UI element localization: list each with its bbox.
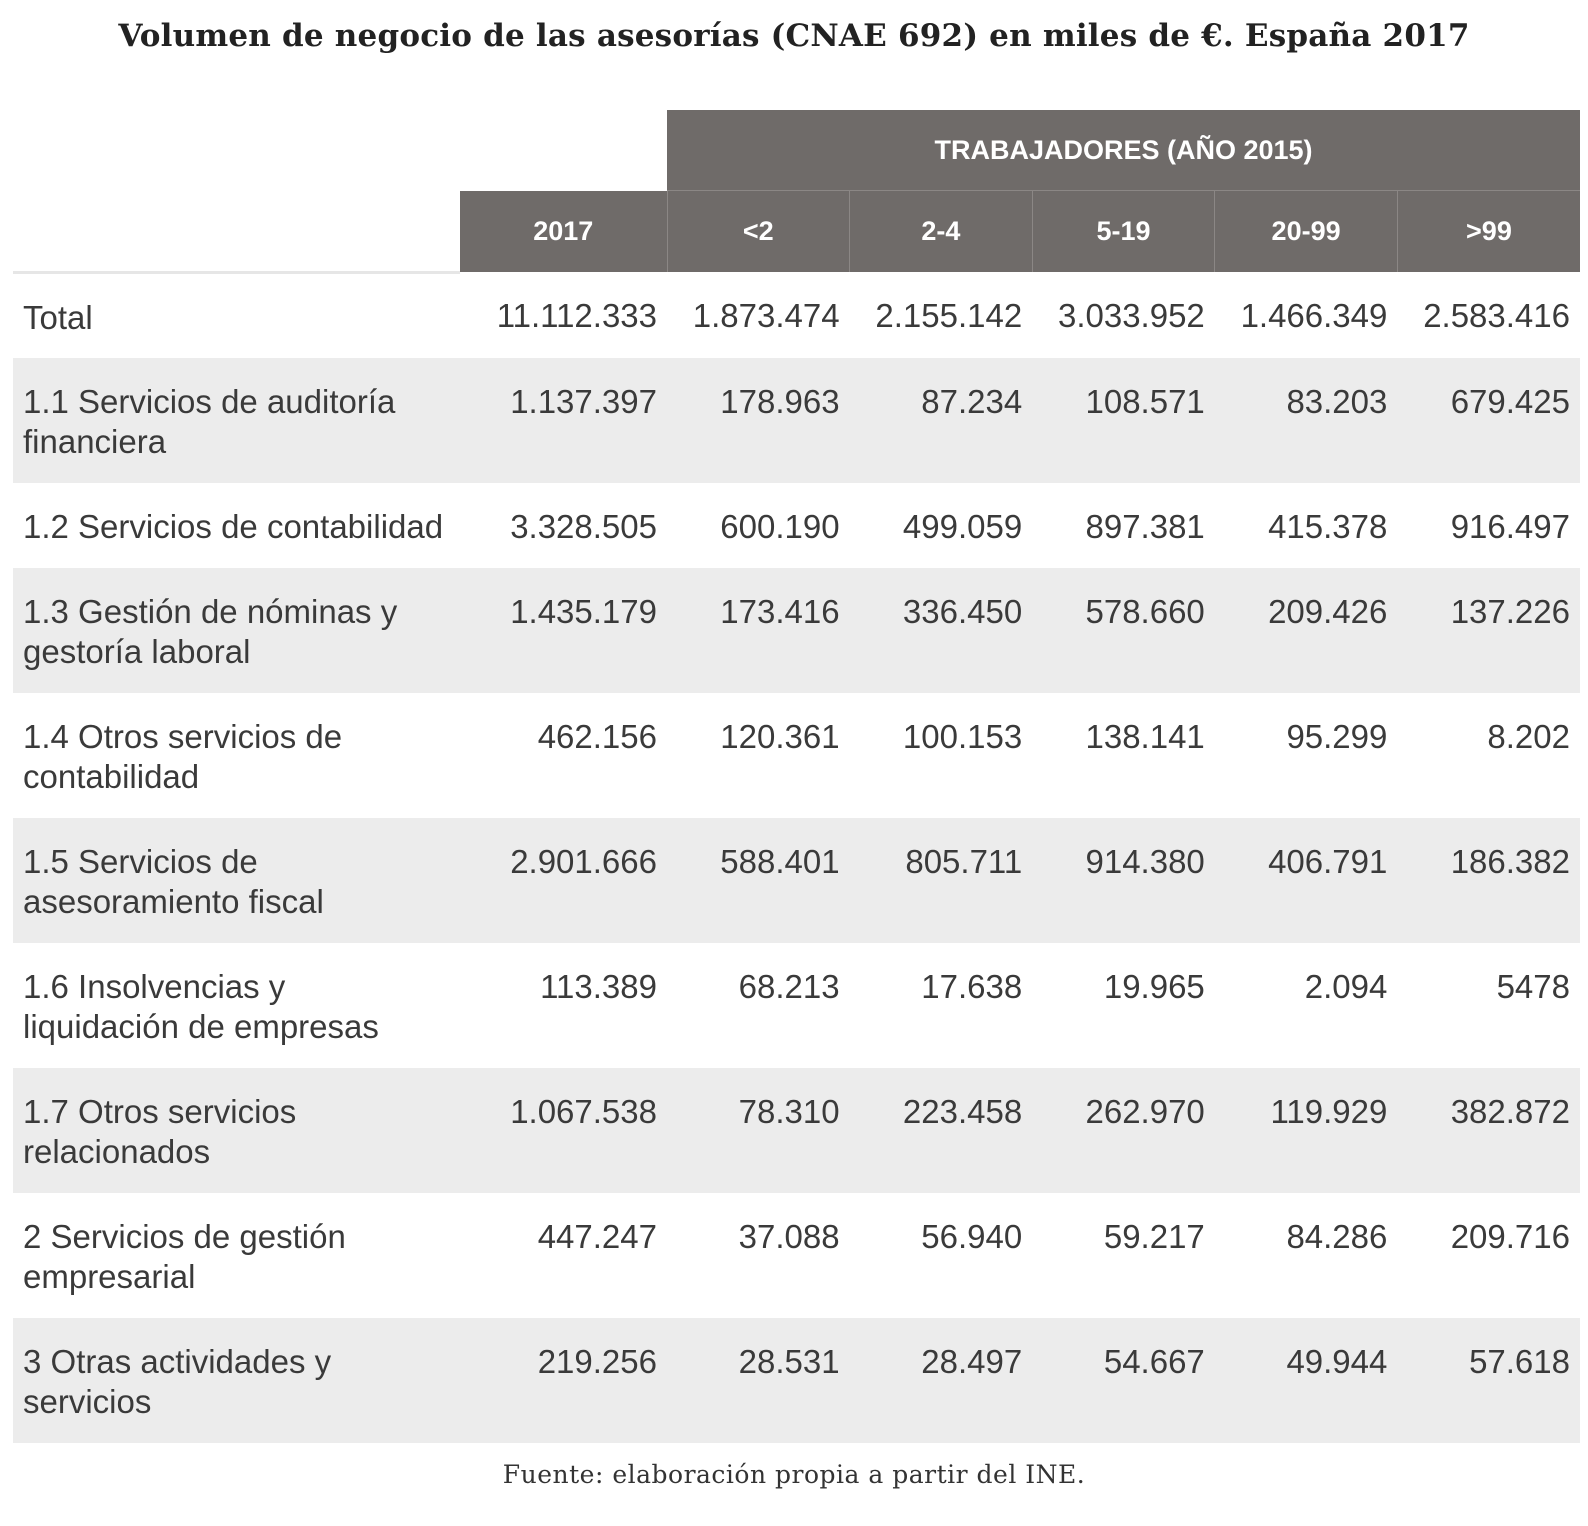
cell-value: 914.380	[1032, 818, 1215, 943]
column-header-lt2: <2	[667, 191, 850, 273]
data-table-container	[13, 110, 1580, 1443]
cell-value: 805.711	[850, 818, 1033, 943]
cell-value: 84.286	[1286, 1217, 1388, 1255]
cell-value: 447.247	[537, 1217, 657, 1255]
row-label: 1.6 Insolvencias y liquidación de empresas	[23, 967, 379, 1045]
cell-value: 17.638	[921, 967, 1023, 1005]
table-row	[13, 1068, 1580, 1193]
header-group-row	[13, 110, 1580, 191]
cell-value: 57.618	[1397, 1318, 1580, 1443]
cell-value: 462.156	[537, 717, 657, 755]
row-label: 1.4 Otros servicios de contabilidad	[23, 717, 343, 795]
cell-value: 209.426	[1215, 568, 1398, 693]
cell-value: 78.310	[667, 1068, 850, 1193]
cell-value: 1.435.179	[460, 568, 667, 693]
table-row	[13, 483, 1580, 568]
cell-value: 219.256	[460, 1318, 667, 1443]
table-row	[13, 568, 1580, 693]
row-label: 1.1 Servicios de auditoría financiera	[13, 358, 460, 483]
column-header-2017: 2017	[460, 191, 667, 273]
cell-value: 120.361	[720, 717, 840, 755]
cell-value: 1.466.349	[1240, 297, 1388, 334]
cell-value: 3.033.952	[1057, 297, 1205, 334]
cell-value: 137.226	[1397, 568, 1580, 693]
table-row	[13, 1193, 1580, 1318]
table-row-total	[13, 272, 1580, 358]
cell-value: 8.202	[1487, 717, 1570, 755]
cell-value: 28.497	[850, 1318, 1033, 1443]
cell-value: 262.970	[1032, 1068, 1215, 1193]
cell-value: 2.901.666	[460, 818, 667, 943]
cell-value: 600.190	[720, 507, 840, 545]
cell-value: 138.141	[1085, 717, 1205, 755]
table-title: Volumen de negocio de las asesorías (CNAE 692) en miles de €. España 2017	[118, 18, 1470, 54]
cell-value: 178.963	[667, 358, 850, 483]
cell-value: 1.873.474	[692, 297, 840, 334]
table-row	[13, 818, 1580, 943]
cell-value: 108.571	[1032, 358, 1215, 483]
cell-value: 2.094	[1304, 967, 1388, 1005]
row-label: 3 Otras actividades y servicios	[13, 1318, 460, 1443]
cell-value: 186.382	[1397, 818, 1580, 943]
cell-value: 897.381	[1085, 507, 1205, 545]
column-header-gt99: >99	[1397, 191, 1580, 273]
cell-value: 87.234	[850, 358, 1033, 483]
header-columns-row	[13, 191, 1580, 273]
cell-value: 68.213	[738, 967, 840, 1005]
cell-value: 679.425	[1397, 358, 1580, 483]
cell-value: 19.965	[1103, 967, 1205, 1005]
cell-value: 2.583.416	[1423, 297, 1570, 334]
cell-value: 2.155.142	[875, 297, 1023, 334]
table-row	[13, 943, 1580, 1068]
column-header-2-4: 2-4	[850, 191, 1033, 273]
cell-value: 223.458	[850, 1068, 1033, 1193]
cell-value: 59.217	[1103, 1217, 1205, 1255]
cell-value: 49.944	[1215, 1318, 1398, 1443]
cell-value: 119.929	[1215, 1068, 1398, 1193]
cell-value: 11.112.333	[496, 297, 657, 334]
header-blank-cell	[13, 110, 667, 191]
business-volume-table	[13, 110, 1580, 1443]
table-row	[13, 693, 1580, 818]
cell-value: 100.153	[902, 717, 1023, 755]
cell-value: 5478	[1496, 967, 1570, 1005]
cell-value: 336.450	[850, 568, 1033, 693]
cell-value: 113.389	[540, 967, 657, 1005]
cell-value: 499.059	[902, 507, 1023, 545]
cell-value: 37.088	[738, 1217, 840, 1255]
cell-value: 578.660	[1032, 568, 1215, 693]
cell-value: 54.667	[1032, 1318, 1215, 1443]
workers-group-header: TRABAJADORES (AÑO 2015)	[667, 110, 1580, 191]
cell-value: 382.872	[1397, 1068, 1580, 1193]
row-label: 1.3 Gestión de nóminas y gestoría laboral	[13, 568, 460, 693]
row-label: 1.7 Otros servicios relacionados	[13, 1068, 460, 1193]
column-header-20-99: 20-99	[1215, 191, 1398, 273]
source-note: Fuente: elaboración propia a partir del INE.	[502, 1460, 1086, 1489]
row-label: 1.5 Servicios de asesoramiento fiscal	[13, 818, 460, 943]
row-label: 1.2 Servicios de contabilidad	[23, 507, 444, 545]
table-row	[13, 1318, 1580, 1443]
cell-value: 28.531	[667, 1318, 850, 1443]
row-label: 2 Servicios de gestión empresarial	[23, 1217, 346, 1295]
cell-value: 83.203	[1215, 358, 1398, 483]
header-label-blank	[13, 191, 460, 273]
row-label: Total	[23, 298, 93, 336]
table-row	[13, 358, 1580, 483]
column-header-5-19: 5-19	[1032, 191, 1215, 273]
cell-value: 56.940	[921, 1217, 1023, 1255]
cell-value: 916.497	[1450, 507, 1570, 545]
cell-value: 173.416	[667, 568, 850, 693]
cell-value: 95.299	[1286, 717, 1388, 755]
cell-value: 588.401	[667, 818, 850, 943]
cell-value: 406.791	[1215, 818, 1398, 943]
cell-value: 1.137.397	[460, 358, 667, 483]
cell-value: 1.067.538	[460, 1068, 667, 1193]
cell-value: 209.716	[1450, 1217, 1570, 1255]
cell-value: 3.328.505	[510, 507, 657, 545]
cell-value: 415.378	[1268, 507, 1388, 545]
